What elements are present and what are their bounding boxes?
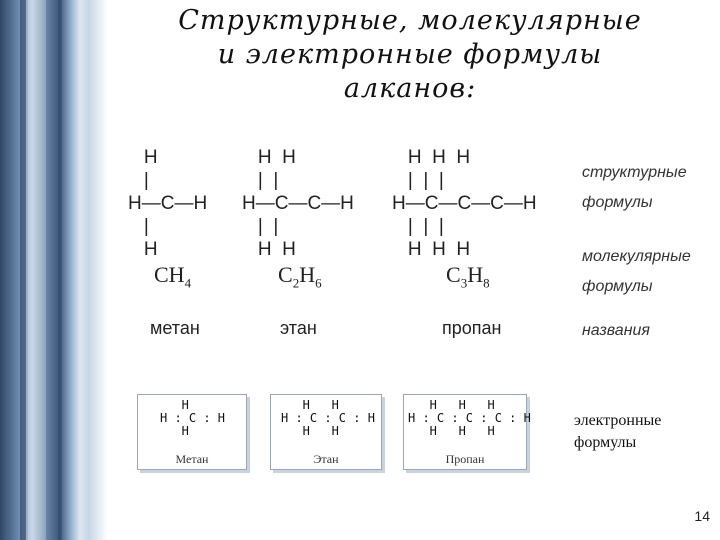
decorative-side-strip bbox=[0, 0, 108, 540]
title-line-3: алканов: bbox=[343, 73, 477, 104]
electronic-formula-propane bbox=[403, 394, 531, 470]
label-electronic: электронные формулы bbox=[574, 412, 662, 451]
strip-glow bbox=[28, 0, 46, 540]
name-propane: пропан bbox=[442, 318, 502, 338]
name-ethane: этан bbox=[280, 318, 317, 338]
electronic-formula-text: H H H : C : C : H H H bbox=[281, 398, 375, 438]
label-molecular: молекулярные формулы bbox=[582, 248, 691, 295]
slide-title bbox=[120, 4, 700, 106]
title-line-1: Структурные, молекулярные bbox=[178, 5, 642, 36]
electronic-formula-ethane bbox=[270, 394, 382, 470]
structural-formula-propane: H H H | | | H—C—C—C—H | | | H H H bbox=[392, 147, 537, 260]
strip-bar bbox=[58, 0, 62, 540]
strip-bar bbox=[20, 0, 26, 540]
page-number: 14 bbox=[694, 508, 710, 524]
electronic-caption: Пропан bbox=[445, 452, 485, 466]
title-line-2: и электронные формулы bbox=[217, 39, 603, 70]
electronic-formula-text: H H : C : H H bbox=[160, 398, 226, 438]
structural-formula-ethane: H H | | H—C—C—H | | H H bbox=[242, 147, 354, 260]
molecular-formula-ethane: $C_2H_6$ bbox=[278, 262, 322, 291]
molecular-formula-methane: $CH_4$ bbox=[154, 262, 192, 291]
formula-panel bbox=[120, 138, 700, 368]
structural-formula-methane: H | H—C—H | H bbox=[128, 147, 208, 260]
molecular-formula-propane: $C_3H_8$ bbox=[446, 262, 490, 291]
label-names: названия bbox=[582, 322, 650, 339]
electronic-formula-text: H H H H : C : C : C : H H H H bbox=[408, 398, 531, 438]
electronic-caption: Этан bbox=[313, 452, 339, 466]
electronic-caption: Метан bbox=[175, 452, 209, 466]
electronic-formula-methane bbox=[137, 394, 247, 470]
label-structural: структурные формулы bbox=[582, 164, 687, 211]
name-methane: метан bbox=[150, 318, 200, 338]
